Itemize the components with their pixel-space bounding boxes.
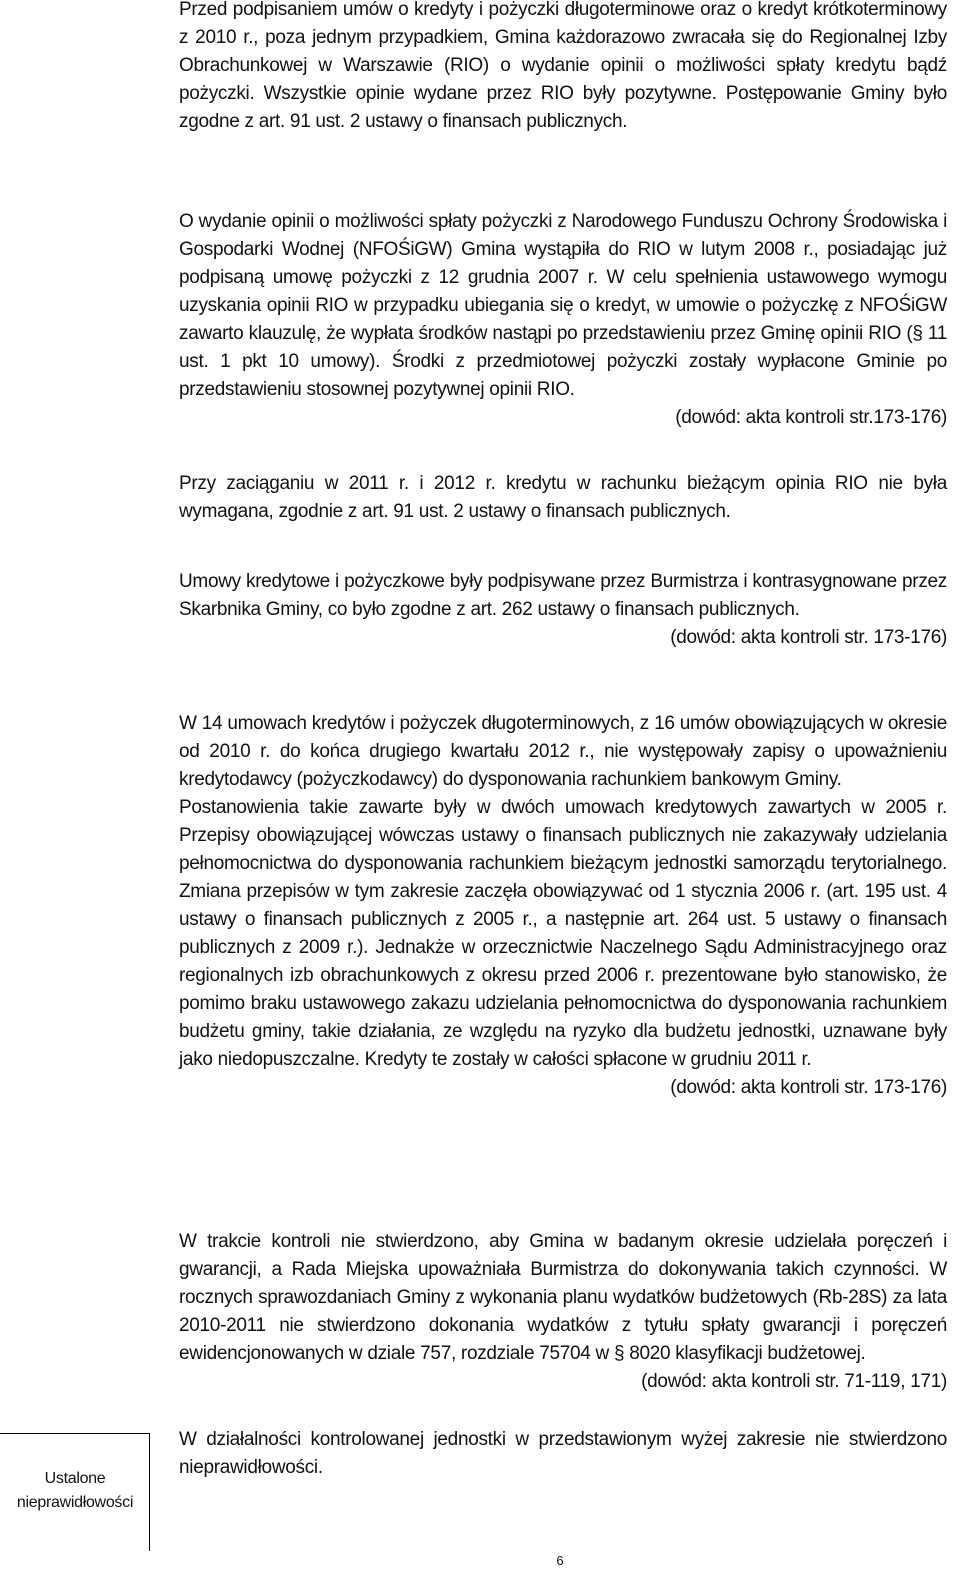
paragraph-signatures [179, 568, 947, 652]
sidebar-label-irregularities [0, 1467, 150, 1515]
paragraph-no-irregularities [179, 1426, 947, 1482]
paragraph-current-account-credit [179, 470, 947, 526]
paragraph-text: O wydanie opinii o możliwości spłaty pożyczki z Narodowego Funduszu Ochrony Środowiska i Gospodarki Wodnej (NFOŚiGW) Gmina wystąpiła do RIO w lutym 2008 r., posiadając już podpisaną umowę pożyczki z 12 grudnia 2007 r. W celu spełnienia ustawowego wymogu uzyskania opinii RIO w przypadku ubiegania się o kredyt, w umowie o pożyczkę z NFOŚiGW zawarto klauzulę, że wypłata środków nastąpi po przedstawieniu przez Gminę opinii RIO (§ 11 ust. 1 pkt 10 umowy). Środki z przedmiotowej pożyczki zostały wypłacone Gminie po przedstawieniu stosownej pozytywnej opinii RIO. [179, 211, 947, 400]
paragraph-text: Umowy kredytowe i pożyczkowe były podpisywane przez Burmistrza i kontrasygnowane przez Skarbnika Gminy, co było zgodne z art. 262 ustawy o finansach publicznych. [179, 571, 947, 620]
paragraph-text: W trakcie kontroli nie stwierdzono, aby Gmina w badanym okresie udzielała poręczeń i gwarancji, a Rada Miejska upoważniała Burmistrza do dokonywania takich czynności. W rocznych sprawozdaniach Gminy z wykonania planu wydatków budżetowych (Rb-28S) za lata 2010-2011 nie stwierdzono dokonania wydatków z tytułu spłaty gwarancji i poręczeń ewidencjonowanych w dziale 757, rozdziale 75704 w § 8020 klasyfikacji budżetowej. [179, 1231, 947, 1364]
paragraph-guarantees [179, 1228, 947, 1396]
page-number: 6 [556, 1553, 564, 1568]
paragraph-account-authorization [179, 710, 947, 1102]
paragraph-text: Przy zaciąganiu w 2011 r. i 2012 r. kredytu w rachunku bieżącym opinia RIO nie była wymagana, zgodnie z art. 91 ust. 2 ustawy o finansach publicznych. [179, 473, 947, 522]
sidebar-label-line: nieprawidłowości [16, 1494, 134, 1511]
paragraph-text: Postanowienia takie zawarte były w dwóch umowach kredytowych zawartych w 2005 r. Przepisy obowiązującej wówczas ustawy o finansach publicznych nie zakazywały udzielania pełnomocnictwa do dysponowania rachunkiem bieżącym jednostki samorządu terytorialnego. Zmiana przepisów w tym zakresie zaczęła obowiązywać od 1 stycznia 2006 r. (art. 195 ust. 4 ustawy o finansach publicznych z 2005 r., a następnie art. 264 ust. 5 ustawy o finansach publicznych z 2009 r.). Jednakże w orzecznictwie Naczelnego Sądu Administracyjnego oraz regionalnych izb obrachunkowych z okresu przed 2006 r. prezentowane było stanowisko, że pomimo braku ustawowego zakazu udzielania pełnomocnictwa do dysponowania rachunkiem budżetu gminy, takie działania, ze względu na ryzyko dla budżetu jednostki, uznawane były jako niedopuszczalne. Kredyty te zostały w całości spłacone w grudniu 2011 r. [179, 797, 947, 1070]
paragraph-text: W działalności kontrolowanej jednostki w przedstawionym wyżej zakresie nie stwierdzono nieprawidłowości. [179, 1429, 947, 1478]
paragraph-nfosigw-loan [179, 208, 947, 432]
sidebar-label-line: Ustalone [44, 1470, 106, 1487]
paragraph-text: Przed podpisaniem umów o kredyty i pożyczki długoterminowe oraz o kredyt krótkoterminowy z 2010 r., poza jednym przypadkiem, Gmina każdorazowo zwracała się do Regionalnej Izby Obrachunkowej w Warszawie (RIO) o wydanie opinii o możliwości spłaty kredytu bądź pożyczki. Wszystkie opinie wydane przez RIO były pozytywne. Postępowanie Gminy było zgodne z art. 91 ust. 2 ustawy o finansach publicznych. [179, 0, 947, 132]
evidence-reference: (dowód: akta kontroli str. 173-176) [670, 1077, 947, 1098]
evidence-reference: (dowód: akta kontroli str.173-176) [675, 407, 947, 428]
evidence-reference: (dowód: akta kontroli str. 71-119, 171) [641, 1371, 947, 1392]
evidence-reference: (dowód: akta kontroli str. 173-176) [670, 627, 947, 648]
paragraph-text: W 14 umowach kredytów i pożyczek długoterminowych, z 16 umów obowiązujących w okresie od 2010 r. do końca drugiego kwartału 2012 r., nie występowały zapisy o upoważnieniu kredytodawcy (pożyczkodawcy) do dysponowania rachunkiem bankowym Gminy. [179, 713, 947, 790]
paragraph-opinions-rio [179, 0, 947, 136]
